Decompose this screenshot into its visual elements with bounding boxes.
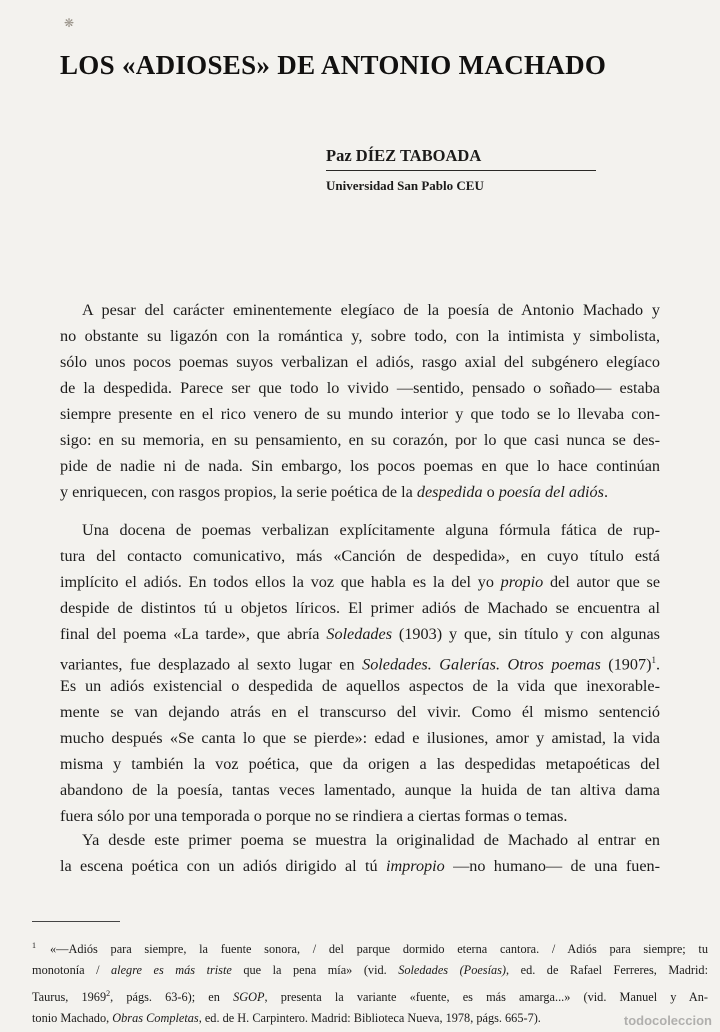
italic-span: poesía del adiós: [498, 483, 604, 501]
author-name: Paz DÍEZ TABOADA: [326, 146, 596, 171]
footnote: [32, 934, 708, 1030]
paragraph-line: de la despedida. Parece ser que todo lo vivido —sentido, pensado o soñado— estaba: [60, 379, 660, 397]
text-span: que la pena mía» (vid.: [231, 963, 399, 977]
footnote-mark: 1: [32, 941, 36, 950]
text-span: variantes, fue desplazado al sexto lugar en: [60, 655, 363, 673]
italic-span: Obras Completas: [112, 1011, 199, 1025]
text-span: .: [603, 483, 608, 501]
italic-span: impropio: [385, 857, 445, 875]
footnote-line: [32, 958, 708, 982]
text-span: (1907): [600, 655, 652, 673]
superscript: 2: [106, 989, 111, 998]
footnote-line: [32, 934, 708, 958]
paragraph-line: siempre presente en el rico venero de su mundo interior y que todo se lo llevaba con-: [60, 405, 660, 423]
text-span: .: [655, 655, 660, 673]
italic-span: despedida: [416, 483, 483, 501]
text-span: y enriquecen, con rasgos propios, la serie poética de la: [60, 483, 417, 501]
ink-stain-icon: ❋: [64, 16, 75, 30]
footnote-divider: [32, 921, 120, 922]
text-span: implícito el adiós. En todos ellos la voz que habla es la del yo: [60, 573, 501, 591]
text-span: , ed. de Rafael Ferreres, Madrid:: [506, 963, 708, 977]
paragraph-line: mucho después «Se canta lo que se pierde»: edad e ilusiones, amor y amistad, la vida: [60, 729, 660, 747]
text-span: , ed. de H. Carpintero. Madrid: Biblioteca Nueva, 1978, págs. 665-7).: [198, 1011, 541, 1025]
paragraph-3: [60, 827, 660, 879]
footnote-ref[interactable]: 1: [651, 655, 656, 665]
text-span: o: [482, 483, 499, 501]
paragraph-line: [60, 621, 660, 647]
italic-span: Soledades (Poesías): [398, 963, 507, 977]
text-span: monotonía /: [32, 963, 112, 977]
paragraph-line: tura del contacto comunicativo, más «Canción de despedida», en cuyo título está: [60, 547, 660, 565]
paragraph-line: [60, 647, 660, 673]
paragraph-line: mente se van dejando atrás en el transcurso del vivir. Como él mismo sentenció: [60, 703, 660, 721]
paragraph-line: despide de distintos tú u objetos líricos. El primer adiós de Machado se encuentra al: [60, 599, 660, 617]
paragraph-line: Ya desde este primer poema se muestra la originalidad de Machado al entrar en: [82, 831, 660, 849]
footnote-line: [32, 1006, 708, 1030]
text-span: Taurus, 1969: [32, 990, 107, 1005]
italic-span: Soledades: [326, 625, 393, 643]
paragraph-line: sólo unos pocos poemas suyos verbalizan el adiós, rasgo axial del subgénero elegíaco: [60, 353, 660, 371]
text-span: tonio Machado,: [32, 1011, 113, 1025]
paragraph-line: misma y también la voz poética, que da origen a las despedidas metapoéticas del: [60, 755, 660, 773]
paragraph-line: A pesar del carácter eminentemente elegíaco de la poesía de Antonio Machado y: [82, 301, 660, 319]
text-span: (1903) y que, sin título y con algunas: [392, 625, 660, 643]
watermark: todocoleccion: [623, 1013, 712, 1028]
paragraph-line: fuera sólo por una temporada o porque no se rindiera a ciertas formas o temas.: [60, 807, 568, 825]
italic-span: alegre es más triste: [111, 963, 232, 977]
italic-span: SGOP: [233, 990, 265, 1005]
paragraph-line: abandono de la poesía, tantas veces lamentado, aunque la huida de tan altiva dama: [60, 781, 660, 799]
page-title: LOS «ADIOSES» DE ANTONIO MACHADO: [60, 50, 607, 80]
text-span: —no humano— de una fuen-: [444, 857, 660, 875]
footnote-line: [32, 982, 708, 1006]
text-span: la escena poética con un adiós dirigido al tú: [60, 857, 386, 875]
italic-span: Soledades. Galerías. Otros poemas: [362, 655, 601, 673]
paragraph-line: Es un adiós existencial o despedida de aquellos aspectos de la vida que inexorable-: [60, 677, 660, 695]
text-span: final del poema «La tarde», que abría: [60, 625, 327, 643]
paragraph-line: Una docena de poemas verbalizan explícitamente alguna fórmula fática de rup-: [82, 521, 660, 539]
paragraph-line: [60, 569, 660, 595]
paragraph-line: pide de nadie ni de nada. Sin embargo, los pocos poemas en que lo hace continúan: [60, 457, 660, 475]
text-span: , presenta la variante «fuente, es más amarga...» (vid. Manuel y An-: [264, 990, 708, 1005]
text-span: «—Adiós para siempre, la fuente sonora, / del parque dormido eterna cantora. / Adiós para siempre; tu: [50, 942, 708, 957]
italic-span: propio: [500, 573, 544, 591]
paragraph-line: sigo: en su memoria, en su pensamiento, en su corazón, por lo que casi nunca se des-: [60, 431, 660, 449]
paragraph-line: [60, 479, 660, 505]
author-affiliation: Universidad San Pablo CEU: [326, 178, 484, 193]
paragraph-line: [60, 853, 660, 879]
text-span: , págs. 63-6); en: [110, 990, 234, 1005]
text-span: del autor que se: [543, 573, 660, 591]
paragraph-2: [60, 517, 660, 829]
paragraph-1: [60, 297, 660, 505]
paragraph-line: no obstante su ligazón con la romántica y, sobre todo, con la intimista y simbolista,: [60, 327, 660, 345]
